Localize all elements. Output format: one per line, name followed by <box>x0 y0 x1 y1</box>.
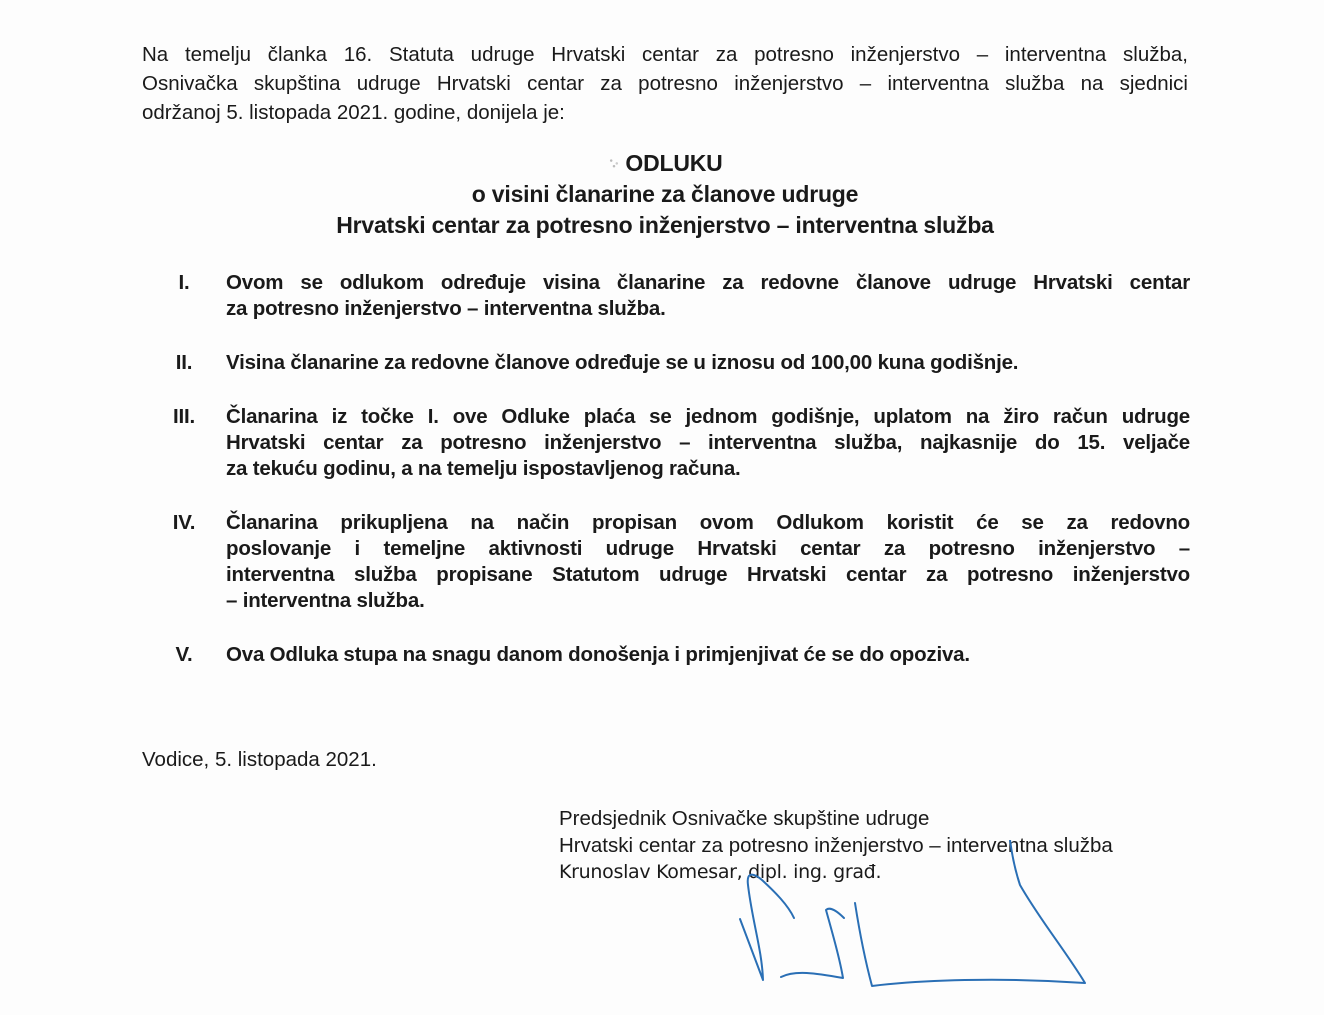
signatory-role: Predsjednik Osnivačke skupštine udruge <box>559 807 930 830</box>
item-line: Članarina iz točke I. ove Odluke plaća se jednom godišnje, uplatom na žiro račun udruge <box>226 405 1190 428</box>
place-date: Vodice, 5. listopada 2021. <box>142 748 377 771</box>
decision-item-4 <box>142 510 1190 614</box>
intro-line: Na temelju članka 16. Statuta udruge Hrvatski centar za potresno inženjerstvo – interventna služba, <box>142 43 1188 66</box>
item-line: Ova Odluka stupa na snagu danom donošenja i primjenjivat će se do opoziva. <box>226 643 970 666</box>
signatory-organization: Hrvatski centar za potresno inženjerstvo – interventna služba <box>559 834 1113 857</box>
handwritten-signature-icon <box>700 840 1120 1015</box>
decision-heading: ODLUKU <box>625 150 723 176</box>
item-line: poslovanje i temeljne aktivnosti udruge Hrvatski centar za potresno inženjerstvo – <box>226 537 1190 560</box>
decision-item-2 <box>142 350 1190 376</box>
decision-subtitle: o visini članarine za članove udruge <box>471 181 859 207</box>
item-line: interventna služba propisane Statutom udruge Hrvatski centar za potresno inženjerstvo <box>226 563 1190 586</box>
intro-paragraph <box>142 40 1188 127</box>
item-number: II. <box>175 351 193 374</box>
signature-stroke <box>740 875 794 980</box>
decision-item-5 <box>142 642 1190 668</box>
decision-items <box>142 270 1190 696</box>
item-line: za tekuću godinu, a na temelju ispostavljenog računa. <box>226 457 741 480</box>
decision-item-3 <box>142 404 1190 482</box>
item-line: – interventna služba. <box>226 589 425 612</box>
item-line: Članarina prikupljena na način propisan ovom Odlukom koristit će se za redovno <box>226 511 1190 534</box>
intro-line: održanoj 5. listopada 2021. godine, donijela je: <box>142 101 565 124</box>
item-number: I. <box>178 271 190 294</box>
item-line: za potresno inženjerstvo – interventna služba. <box>226 297 666 320</box>
item-line: Hrvatski centar za potresno inženjerstvo – interventna služba, najkasnije do 15. veljače <box>226 431 1190 454</box>
intro-line: Osnivačka skupština udruge Hrvatski centar za potresno inženjerstvo – interventna služba na sjednici <box>142 72 1188 95</box>
item-number: IV. <box>172 511 196 534</box>
item-line: Ovom se odlukom određuje visina članarine za redovne članove udruge Hrvatski centar <box>226 271 1190 294</box>
decision-title-block <box>142 148 1188 241</box>
scan-speck-icon <box>607 155 621 169</box>
signatory-name: Krunoslav Komesar, dipl. ing. građ. <box>559 861 882 883</box>
signature-stroke <box>855 840 1085 986</box>
decision-organization: Hrvatski centar za potresno inženjerstvo – interventna služba <box>336 212 994 238</box>
item-number: V. <box>175 643 193 666</box>
signature-stroke <box>781 909 844 978</box>
item-line: Visina članarine za redovne članove određuje se u iznosu od 100,00 kuna godišnje. <box>226 351 1019 374</box>
item-number: III. <box>173 405 195 428</box>
decision-item-1 <box>142 270 1190 322</box>
